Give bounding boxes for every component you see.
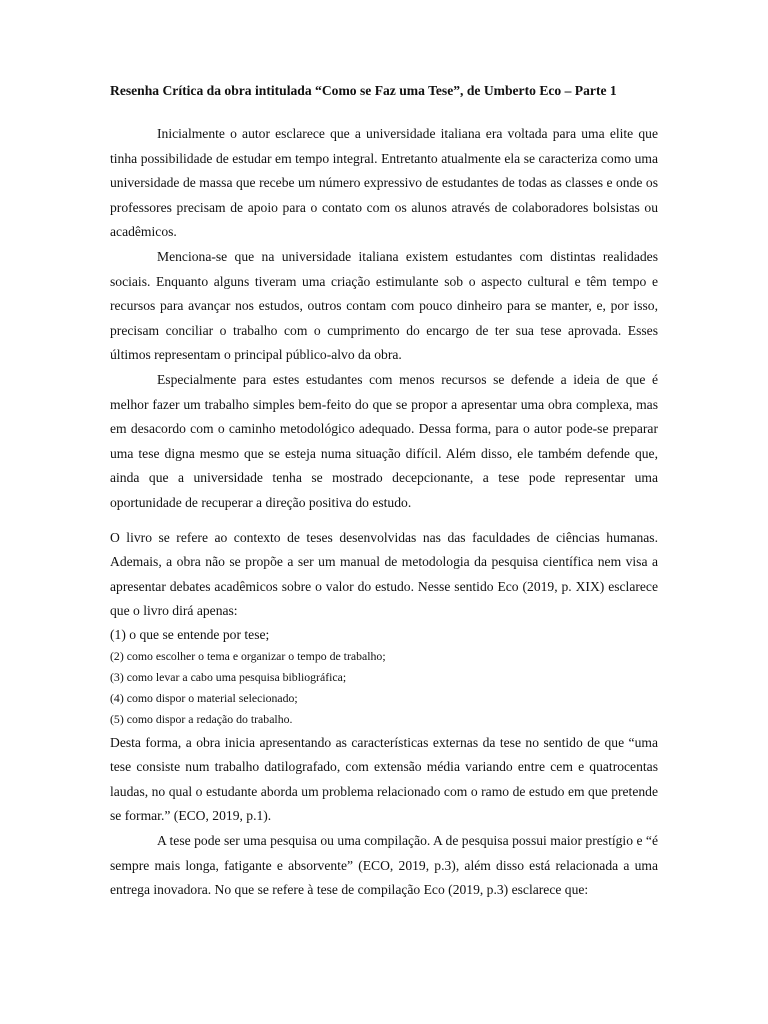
list-item: (2) como escolher o tema e organizar o tempo de trabalho;: [110, 648, 386, 663]
document-page: [110, 82, 658, 903]
list-item: (1) o que se entende por tese;: [110, 626, 270, 642]
paragraph-simple-work: Especialmente para estes estudantes com menos recursos se defende a ideia de que é melhor fazer um trabalho simples bem-feito do que se propor a apresentar uma obra complexa, mas em desacordo com o caminho metodológico adequado. Dessa forma, para o autor pode-se preparar uma tese digna mesmo que se esteja numa situação difícil. Além disso, ele também defende que, ainda que a universidade tenha se mostrado decepcionante, a tese pode representar uma oportunidade de recuperar a direção positiva do estudo.: [110, 371, 658, 510]
document-title: Resenha Crítica da obra intitulada “Como se Faz uma Tese”, de Umberto Eco – Parte 1: [110, 83, 617, 98]
topics-list: [110, 624, 658, 731]
list-item: (3) como levar a cabo uma pesquisa bibliográfica;: [110, 670, 347, 685]
paragraph-intro: Inicialmente o autor esclarece que a universidade italiana era voltada para uma elite que tinha possibilidade de estudar em tempo integral. Entretanto atualmente ela se caracteriza como uma universidade de massa que recebe um número expressivo de estudantes de todas as classes e onde os professores precisam de apoio para o contato com os alunos através de colaboradores bolsistas ou acadêmicos.: [110, 126, 658, 240]
paragraph-social-realities: Menciona-se que na universidade italiana existem estudantes com distintas realidades sociais. Enquanto alguns tiveram uma criação estimulante sob o aspecto cultural e têm tempo e recursos para avançar nos estudos, outros contam com pouco dinheiro para se manter, e, por isso, precisam conciliar o trabalho com o cumprimento do encargo de ter sua tese aprovada. Esses últimos representam o principal público-alvo da obra.: [110, 248, 658, 363]
list-item: (5) como dispor a redação do trabalho.: [110, 712, 293, 727]
paragraph-book-context: O livro se refere ao contexto de teses desenvolvidas nas das faculdades de ciências humanas. Ademais, a obra não se propõe a ser um manual de metodologia da pesquisa científica nem visa a apresentar debates acadêmicos sobre o valor do estudo. Nesse sentido Eco (2019, p. XIX) esclarece que o livro dirá apenas:: [110, 529, 658, 619]
list-item: (4) como dispor o material selecionado;: [110, 691, 298, 706]
paragraph-research-vs-compilation: A tese pode ser uma pesquisa ou uma compilação. A de pesquisa possui maior prestígio e “é sempre mais longa, fatigante e absorvente” (ECO, 2019, p.3), além disso está relacionada a uma entrega inovadora. No que se refere à tese de compilação Eco (2019, p.3) esclarece que:: [110, 833, 658, 898]
paragraph-external-characteristics: Desta forma, a obra inicia apresentando as características externas da tese no sentido de que “uma tese consiste num trabalho datilografado, com extensão média variando entre cem e quatrocentas laudas, no qual o estudante aborda um problema relacionado com o ramo de estudo em que pretende se formar.” (ECO, 2019, p.1).: [110, 734, 658, 824]
